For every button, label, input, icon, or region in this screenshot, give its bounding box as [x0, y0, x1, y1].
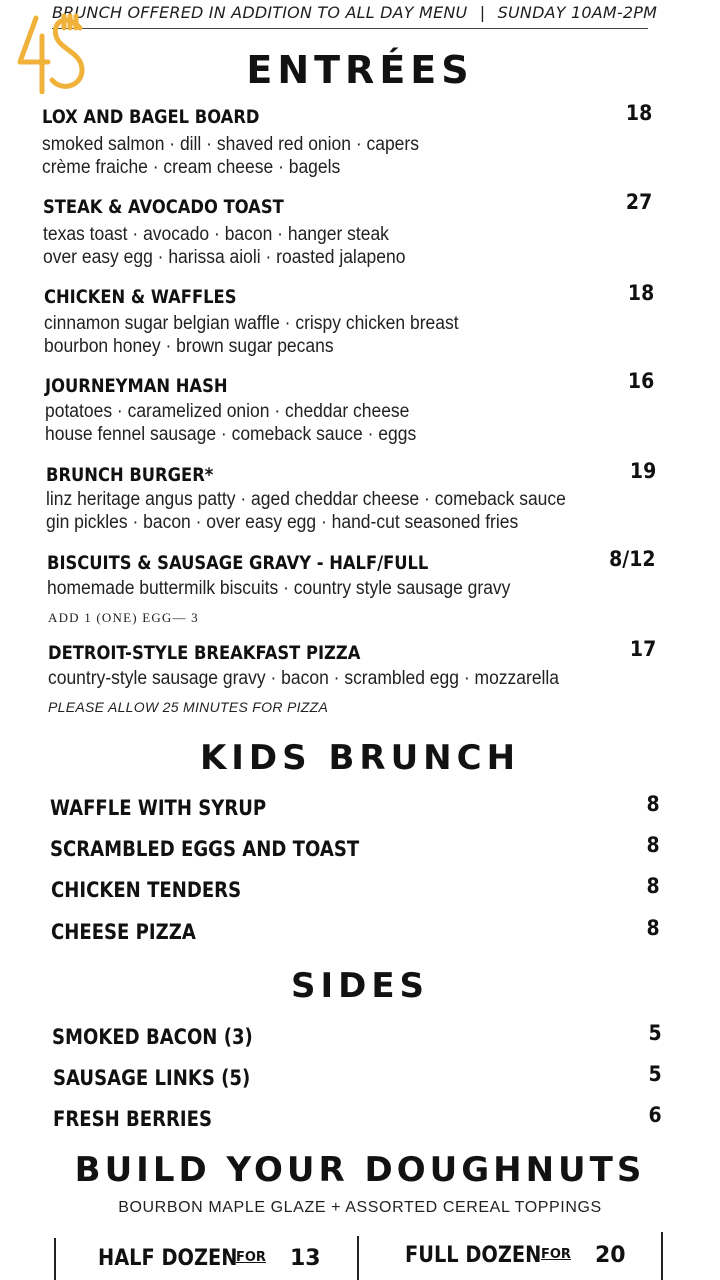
side-item-price: 5	[648, 1021, 662, 1045]
kids-item-name: WAFFLE WITH SYRUP	[50, 796, 267, 820]
full-dozen-label: FULL DOZEN	[405, 1243, 542, 1268]
sides-heading: SIDES	[290, 966, 430, 1006]
kids-brunch-heading: KIDS BRUNCH	[199, 738, 521, 778]
half-dozen-label: HALF DOZEN	[98, 1246, 238, 1271]
entree-price: 8/12	[609, 547, 656, 571]
entree-description: texas toast · avocado · bacon · hanger steak	[43, 224, 389, 245]
full-dozen-price: 20	[595, 1243, 626, 1268]
entrees-heading: ENTRÉES	[246, 48, 474, 92]
entree-description: cinnamon sugar belgian waffle · crispy chicken breast	[44, 313, 459, 334]
brunch-hours-text: SUNDAY 10AM-2PM	[497, 3, 658, 22]
half-dozen-option	[98, 1246, 338, 1280]
doughnuts-subheading: BOURBON MAPLE GLAZE + ASSORTED CEREAL TOPPINGS	[118, 1199, 602, 1216]
half-dozen-price: 13	[290, 1246, 321, 1271]
entree-description: over easy egg · harissa aioli · roasted jalapeno	[43, 247, 406, 268]
entree-name: LOX AND BAGEL BOARD	[42, 106, 260, 128]
entree-description: bourbon honey · brown sugar pecans	[44, 336, 334, 357]
side-item-name: SMOKED BACON (3)	[52, 1025, 253, 1049]
entree-note: ADD 1 (ONE) EGG— 3	[48, 610, 199, 625]
entree-name: DETROIT-STYLE BREAKFAST PIZZA	[48, 642, 361, 664]
entree-name: STEAK & AVOCADO TOAST	[43, 196, 284, 218]
entree-name: BRUNCH BURGER*	[46, 464, 214, 486]
entree-name: BISCUITS & SAUSAGE GRAVY - HALF/FULL	[47, 552, 429, 574]
entree-description: gin pickles · bacon · over easy egg · hand-cut seasoned fries	[46, 512, 519, 533]
doughnuts-heading: BUILD YOUR DOUGHNUTS	[74, 1150, 646, 1190]
entree-description: smoked salmon · dill · shaved red onion · capers	[42, 134, 419, 155]
kids-item-name: SCRAMBLED EGGS AND TOAST	[50, 837, 360, 861]
entree-description: linz heritage angus patty · aged cheddar cheese · comeback sauce	[46, 489, 566, 510]
entree-price: 16	[627, 369, 654, 393]
kids-item-name: CHICKEN TENDERS	[51, 878, 242, 902]
doughnut-divider	[357, 1236, 359, 1280]
entree-note: PLEASE ALLOW 25 MINUTES FOR PIZZA	[48, 699, 329, 715]
brunch-offer-text: BRUNCH OFFERED IN ADDITION TO ALL DAY MENU	[52, 3, 468, 22]
kids-item-price: 8	[646, 874, 660, 898]
entree-price: 18	[625, 101, 652, 125]
entree-name: CHICKEN & WAFFLES	[44, 286, 237, 308]
entree-price: 18	[627, 281, 654, 305]
side-item-name: FRESH BERRIES	[53, 1107, 212, 1131]
kids-item-price: 8	[646, 792, 660, 816]
side-item-price: 5	[648, 1062, 662, 1086]
entree-description: house fennel sausage · comeback sauce · eggs	[45, 424, 417, 445]
entree-price: 27	[625, 190, 652, 214]
full-dozen-option	[405, 1243, 645, 1279]
info-separator: |	[479, 3, 486, 22]
entree-price: 17	[629, 637, 656, 661]
side-item-price: 6	[648, 1103, 662, 1127]
kids-item-price: 8	[646, 916, 660, 940]
entree-description: potatoes · caramelized onion · cheddar cheese	[45, 401, 410, 422]
doughnut-divider	[661, 1232, 663, 1280]
entree-price: 19	[629, 459, 656, 483]
full-dozen-for: FOR	[541, 1247, 571, 1262]
entree-description: country-style sausage gravy · bacon · scrambled egg · mozzarella	[48, 668, 560, 689]
half-dozen-for: FOR	[236, 1250, 266, 1265]
brunch-info-bar	[52, 0, 658, 29]
entree-description: homemade buttermilk biscuits · country style sausage gravy	[47, 578, 511, 599]
kids-item-price: 8	[646, 833, 660, 857]
entree-name: JOURNEYMAN HASH	[45, 375, 228, 397]
kids-item-name: CHEESE PIZZA	[51, 920, 196, 944]
entree-description: crème fraiche · cream cheese · bagels	[42, 157, 341, 178]
doughnut-divider	[54, 1238, 56, 1280]
side-item-name: SAUSAGE LINKS (5)	[53, 1066, 251, 1090]
